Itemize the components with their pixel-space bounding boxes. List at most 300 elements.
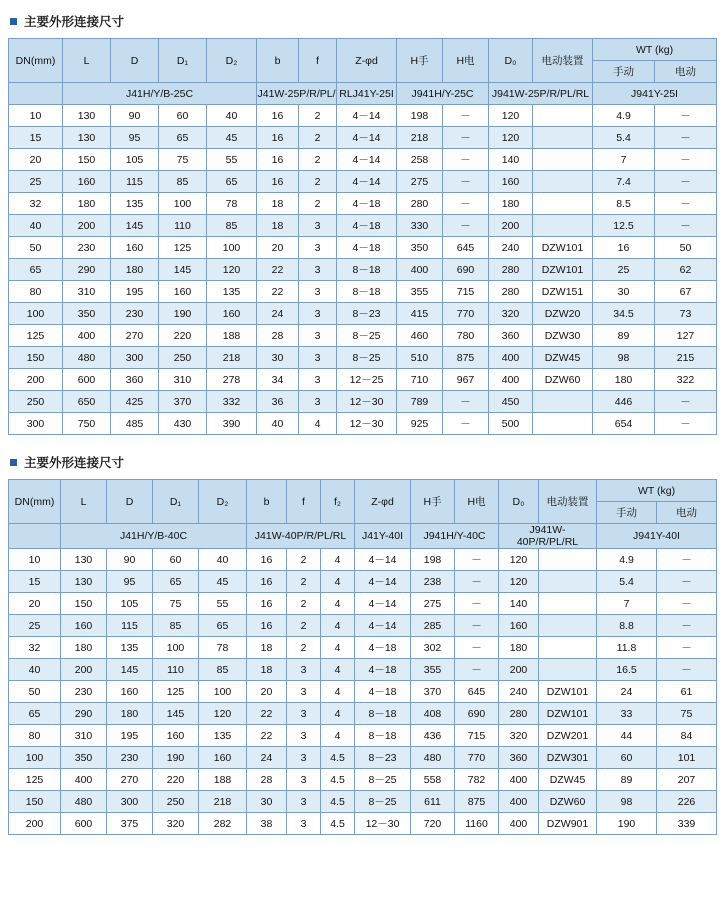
cell-d2: 78	[199, 637, 247, 659]
cell-d: 425	[111, 391, 159, 413]
cell-weight-electric: －	[657, 549, 717, 571]
cell-f2: 4.5	[321, 813, 355, 835]
cell-h-manual: 611	[411, 791, 455, 813]
cell-b: 16	[247, 549, 287, 571]
cell-h-electric: －	[455, 549, 499, 571]
cell-d1: 85	[153, 615, 199, 637]
cell-weight-manual: 446	[593, 391, 655, 413]
cell-actuator	[533, 193, 593, 215]
col-h-manual: H手	[411, 480, 455, 524]
cell-dn: 25	[9, 615, 61, 637]
cell-weight-electric: 62	[655, 259, 717, 281]
cell-f2: 4	[321, 615, 355, 637]
col-b: b	[247, 480, 287, 524]
cell-f: 2	[299, 127, 337, 149]
dimension-section-1	[8, 12, 717, 435]
cell-l: 130	[61, 571, 107, 593]
cell-d: 145	[111, 215, 159, 237]
col-zd: Z-φd	[337, 39, 397, 83]
cell-f2: 4	[321, 571, 355, 593]
cell-d: 135	[107, 637, 153, 659]
cell-dn: 250	[9, 391, 63, 413]
cell-zd: 8－25	[337, 347, 397, 369]
cell-b: 22	[257, 281, 299, 303]
cell-f2: 4	[321, 703, 355, 725]
cell-b: 16	[247, 571, 287, 593]
cell-actuator: DZW20	[533, 303, 593, 325]
cell-f2: 4.5	[321, 791, 355, 813]
cell-weight-electric: 322	[655, 369, 717, 391]
cell-l: 350	[61, 747, 107, 769]
cell-d2: 45	[199, 571, 247, 593]
cell-zd: 4－14	[337, 171, 397, 193]
col-actuator: 电动装置	[533, 39, 593, 83]
cell-weight-manual: 98	[593, 347, 655, 369]
cell-zd: 8－18	[355, 725, 411, 747]
cell-b: 16	[257, 171, 299, 193]
cell-f: 4	[299, 413, 337, 435]
cell-d: 180	[107, 703, 153, 725]
cell-h-electric: 875	[443, 347, 489, 369]
cell-zd: 4－14	[337, 105, 397, 127]
cell-weight-electric: －	[655, 413, 717, 435]
cell-actuator	[539, 615, 597, 637]
table-row	[9, 171, 717, 193]
cell-b: 30	[257, 347, 299, 369]
cell-b: 22	[247, 703, 287, 725]
table-row	[9, 637, 717, 659]
cell-dn: 10	[9, 549, 61, 571]
col-h-manual: H手	[397, 39, 443, 83]
cell-d: 95	[111, 127, 159, 149]
cell-d1: 220	[159, 325, 207, 347]
cell-d2: 135	[207, 281, 257, 303]
series-model-1: J41H/Y/B-40C	[61, 524, 247, 549]
cell-d1: 85	[159, 171, 207, 193]
cell-zd: 8－18	[337, 259, 397, 281]
col-weight-group: WT (kg)	[597, 480, 717, 502]
cell-h-manual: 415	[397, 303, 443, 325]
cell-h-electric: －	[443, 149, 489, 171]
cell-weight-electric: 50	[655, 237, 717, 259]
cell-d2: 85	[199, 659, 247, 681]
cell-d0: 140	[499, 593, 539, 615]
cell-f2: 4	[321, 725, 355, 747]
col-h-electric: H电	[455, 480, 499, 524]
cell-b: 18	[247, 637, 287, 659]
table-row	[9, 769, 717, 791]
cell-l: 400	[61, 769, 107, 791]
table-row	[9, 347, 717, 369]
cell-d1: 60	[153, 549, 199, 571]
cell-zd: 4－14	[355, 571, 411, 593]
cell-d1: 160	[159, 281, 207, 303]
square-bullet-icon	[10, 18, 17, 25]
cell-zd: 4－18	[355, 681, 411, 703]
cell-weight-electric: －	[657, 637, 717, 659]
cell-d0: 400	[499, 769, 539, 791]
table-row	[9, 681, 717, 703]
cell-l: 290	[61, 703, 107, 725]
cell-l: 480	[63, 347, 111, 369]
cell-weight-electric: 207	[657, 769, 717, 791]
cell-f: 3	[287, 813, 321, 835]
cell-b: 18	[257, 215, 299, 237]
cell-b: 28	[257, 325, 299, 347]
cell-f: 2	[299, 171, 337, 193]
series-model-5: J941W-40P/R/PL/RL	[499, 524, 597, 549]
table-row	[9, 325, 717, 347]
cell-weight-electric: 61	[657, 681, 717, 703]
series-blank	[9, 524, 61, 549]
cell-dn: 32	[9, 193, 63, 215]
cell-d: 145	[107, 659, 153, 681]
cell-d0: 320	[499, 725, 539, 747]
cell-dn: 40	[9, 659, 61, 681]
cell-d2: 218	[207, 347, 257, 369]
cell-zd: 8－25	[337, 325, 397, 347]
col-d: D	[111, 39, 159, 83]
cell-actuator: DZW45	[533, 347, 593, 369]
cell-d0: 160	[499, 615, 539, 637]
cell-d0: 140	[489, 149, 533, 171]
cell-d: 300	[111, 347, 159, 369]
square-bullet-icon	[10, 459, 17, 466]
cell-h-electric: －	[455, 593, 499, 615]
cell-d0: 160	[489, 171, 533, 193]
cell-weight-manual: 8.8	[597, 615, 657, 637]
cell-h-electric: －	[455, 571, 499, 593]
cell-d1: 65	[153, 571, 199, 593]
cell-d1: 75	[153, 593, 199, 615]
cell-f: 2	[299, 193, 337, 215]
cell-weight-manual: 25	[593, 259, 655, 281]
cell-actuator: DZW101	[539, 681, 597, 703]
cell-l: 480	[61, 791, 107, 813]
cell-dn: 65	[9, 259, 63, 281]
table-row	[9, 593, 717, 615]
cell-d: 300	[107, 791, 153, 813]
cell-d1: 370	[159, 391, 207, 413]
cell-weight-electric: 101	[657, 747, 717, 769]
cell-d: 180	[111, 259, 159, 281]
cell-d0: 180	[489, 193, 533, 215]
series-model-5: J941W-25P/R/PL/RL	[489, 83, 593, 105]
cell-actuator: DZW901	[539, 813, 597, 835]
table-header-row	[9, 39, 717, 61]
col-d2: D₂	[199, 480, 247, 524]
cell-f: 2	[287, 571, 321, 593]
cell-b: 34	[257, 369, 299, 391]
dimension-table-2	[8, 479, 717, 835]
cell-b: 24	[257, 303, 299, 325]
cell-h-manual: 285	[411, 615, 455, 637]
cell-f: 3	[287, 659, 321, 681]
cell-h-electric: 715	[443, 281, 489, 303]
cell-h-manual: 510	[397, 347, 443, 369]
cell-h-electric: 967	[443, 369, 489, 391]
cell-h-manual: 280	[397, 193, 443, 215]
cell-d2: 65	[207, 171, 257, 193]
table-row	[9, 725, 717, 747]
cell-actuator	[539, 637, 597, 659]
cell-h-electric: 715	[455, 725, 499, 747]
cell-l: 160	[61, 615, 107, 637]
cell-weight-manual: 654	[593, 413, 655, 435]
cell-d1: 100	[153, 637, 199, 659]
col-d2: D₂	[207, 39, 257, 83]
series-model-6: J941Y-40I	[597, 524, 717, 549]
cell-b: 16	[257, 105, 299, 127]
cell-actuator	[539, 659, 597, 681]
cell-h-manual: 710	[397, 369, 443, 391]
table-row	[9, 215, 717, 237]
cell-d1: 250	[159, 347, 207, 369]
cell-l: 130	[63, 127, 111, 149]
cell-h-electric: 690	[443, 259, 489, 281]
cell-weight-electric: 67	[655, 281, 717, 303]
cell-d0: 180	[499, 637, 539, 659]
cell-h-electric: －	[443, 127, 489, 149]
cell-weight-manual: 33	[597, 703, 657, 725]
table-row	[9, 791, 717, 813]
cell-actuator	[533, 171, 593, 193]
table-row	[9, 813, 717, 835]
cell-dn: 15	[9, 127, 63, 149]
col-h-electric: H电	[443, 39, 489, 83]
cell-weight-manual: 44	[597, 725, 657, 747]
cell-d1: 110	[153, 659, 199, 681]
cell-h-electric: 770	[443, 303, 489, 325]
cell-zd: 4－18	[355, 659, 411, 681]
table-row	[9, 281, 717, 303]
cell-h-manual: 218	[397, 127, 443, 149]
cell-weight-manual: 5.4	[597, 571, 657, 593]
cell-weight-manual: 7.4	[593, 171, 655, 193]
cell-b: 16	[247, 593, 287, 615]
cell-d: 105	[107, 593, 153, 615]
cell-d0: 400	[489, 347, 533, 369]
cell-actuator	[539, 571, 597, 593]
cell-weight-electric: －	[655, 149, 717, 171]
col-weight-group: WT (kg)	[593, 39, 717, 61]
cell-actuator: DZW45	[539, 769, 597, 791]
cell-d0: 240	[499, 681, 539, 703]
cell-f: 3	[299, 281, 337, 303]
cell-l: 230	[61, 681, 107, 703]
cell-d1: 145	[159, 259, 207, 281]
col-d: D	[107, 480, 153, 524]
cell-zd: 8－25	[355, 769, 411, 791]
cell-weight-electric: －	[657, 615, 717, 637]
cell-actuator: DZW101	[533, 237, 593, 259]
col-weight-electric: 电动	[655, 61, 717, 83]
cell-l: 150	[63, 149, 111, 171]
cell-d: 160	[111, 237, 159, 259]
cell-h-manual: 789	[397, 391, 443, 413]
cell-weight-electric: －	[655, 193, 717, 215]
cell-d: 135	[111, 193, 159, 215]
cell-h-electric: 1160	[455, 813, 499, 835]
cell-f2: 4	[321, 637, 355, 659]
cell-zd: 4－14	[337, 127, 397, 149]
cell-f: 2	[287, 615, 321, 637]
cell-dn: 80	[9, 725, 61, 747]
table-row	[9, 369, 717, 391]
cell-f2: 4	[321, 593, 355, 615]
cell-actuator: DZW301	[539, 747, 597, 769]
col-dn: DN(mm)	[9, 39, 63, 83]
cell-zd: 12－30	[337, 391, 397, 413]
cell-h-manual: 558	[411, 769, 455, 791]
cell-h-manual: 258	[397, 149, 443, 171]
cell-d2: 282	[199, 813, 247, 835]
cell-f: 3	[287, 791, 321, 813]
cell-d0: 120	[489, 105, 533, 127]
series-model-4: J941H/Y-25C	[397, 83, 489, 105]
cell-d1: 220	[153, 769, 199, 791]
cell-f: 3	[299, 325, 337, 347]
cell-l: 130	[63, 105, 111, 127]
cell-weight-manual: 16.5	[597, 659, 657, 681]
series-model-3: J41Y-40I	[355, 524, 411, 549]
cell-h-manual: 400	[397, 259, 443, 281]
cell-d2: 278	[207, 369, 257, 391]
cell-h-electric: －	[443, 171, 489, 193]
col-dn: DN(mm)	[9, 480, 61, 524]
cell-l: 650	[63, 391, 111, 413]
cell-b: 38	[247, 813, 287, 835]
cell-dn: 200	[9, 369, 63, 391]
cell-d: 270	[111, 325, 159, 347]
cell-actuator: DZW151	[533, 281, 593, 303]
cell-b: 22	[247, 725, 287, 747]
cell-h-manual: 198	[397, 105, 443, 127]
table-row	[9, 615, 717, 637]
cell-weight-manual: 11.8	[597, 637, 657, 659]
series-model-2: J41W-25P/R/PL/	[257, 83, 337, 105]
cell-weight-electric: 84	[657, 725, 717, 747]
cell-weight-manual: 12.5	[593, 215, 655, 237]
cell-dn: 100	[9, 303, 63, 325]
cell-weight-manual: 5.4	[593, 127, 655, 149]
cell-zd: 12－25	[337, 369, 397, 391]
cell-weight-manual: 60	[597, 747, 657, 769]
cell-l: 200	[63, 215, 111, 237]
cell-weight-manual: 8.5	[593, 193, 655, 215]
cell-l: 130	[61, 549, 107, 571]
cell-d2: 135	[199, 725, 247, 747]
cell-actuator	[533, 391, 593, 413]
cell-weight-electric: －	[655, 171, 717, 193]
cell-f: 2	[287, 593, 321, 615]
cell-d2: 332	[207, 391, 257, 413]
cell-d: 360	[111, 369, 159, 391]
cell-d0: 360	[489, 325, 533, 347]
cell-d1: 310	[159, 369, 207, 391]
series-model-row	[9, 83, 717, 105]
cell-actuator	[533, 105, 593, 127]
cell-weight-manual: 30	[593, 281, 655, 303]
cell-l: 600	[61, 813, 107, 835]
cell-actuator: DZW201	[539, 725, 597, 747]
table-row	[9, 747, 717, 769]
cell-d: 270	[107, 769, 153, 791]
cell-l: 350	[63, 303, 111, 325]
cell-l: 400	[63, 325, 111, 347]
cell-h-electric: －	[443, 105, 489, 127]
cell-b: 28	[247, 769, 287, 791]
cell-f: 3	[287, 747, 321, 769]
cell-weight-electric: 73	[655, 303, 717, 325]
cell-l: 750	[63, 413, 111, 435]
cell-d1: 60	[159, 105, 207, 127]
series-model-1: J41H/Y/B-25C	[63, 83, 257, 105]
cell-dn: 15	[9, 571, 61, 593]
cell-d2: 160	[199, 747, 247, 769]
cell-zd: 4－14	[355, 549, 411, 571]
cell-d2: 55	[207, 149, 257, 171]
cell-actuator	[533, 149, 593, 171]
cell-l: 150	[61, 593, 107, 615]
cell-d0: 500	[489, 413, 533, 435]
cell-h-manual: 275	[397, 171, 443, 193]
cell-d0: 400	[499, 791, 539, 813]
cell-d1: 190	[153, 747, 199, 769]
table-header-row	[9, 480, 717, 502]
cell-d: 195	[107, 725, 153, 747]
cell-f: 3	[299, 347, 337, 369]
cell-weight-manual: 89	[593, 325, 655, 347]
cell-d2: 78	[207, 193, 257, 215]
col-weight-manual: 手动	[593, 61, 655, 83]
col-l: L	[63, 39, 111, 83]
cell-h-electric: －	[443, 413, 489, 435]
col-weight-manual: 手动	[597, 502, 657, 524]
cell-d: 95	[107, 571, 153, 593]
cell-d0: 280	[489, 259, 533, 281]
cell-h-manual: 355	[397, 281, 443, 303]
cell-f: 3	[299, 369, 337, 391]
cell-weight-manual: 34.5	[593, 303, 655, 325]
cell-actuator	[533, 215, 593, 237]
cell-d0: 120	[489, 127, 533, 149]
cell-l: 160	[63, 171, 111, 193]
cell-weight-electric: －	[655, 215, 717, 237]
cell-f2: 4	[321, 659, 355, 681]
cell-d1: 145	[153, 703, 199, 725]
cell-weight-electric: 127	[655, 325, 717, 347]
cell-zd: 4－18	[355, 637, 411, 659]
cell-d1: 100	[159, 193, 207, 215]
cell-d1: 250	[153, 791, 199, 813]
cell-d: 195	[111, 281, 159, 303]
cell-zd: 4－18	[337, 193, 397, 215]
cell-f: 2	[287, 549, 321, 571]
cell-weight-electric: －	[655, 105, 717, 127]
cell-zd: 8－23	[355, 747, 411, 769]
cell-h-electric: 875	[455, 791, 499, 813]
cell-l: 310	[63, 281, 111, 303]
cell-zd: 8－25	[355, 791, 411, 813]
cell-d: 230	[111, 303, 159, 325]
table-row	[9, 391, 717, 413]
cell-h-manual: 350	[397, 237, 443, 259]
cell-weight-manual: 190	[597, 813, 657, 835]
cell-d2: 100	[207, 237, 257, 259]
cell-d2: 55	[199, 593, 247, 615]
table-row	[9, 127, 717, 149]
